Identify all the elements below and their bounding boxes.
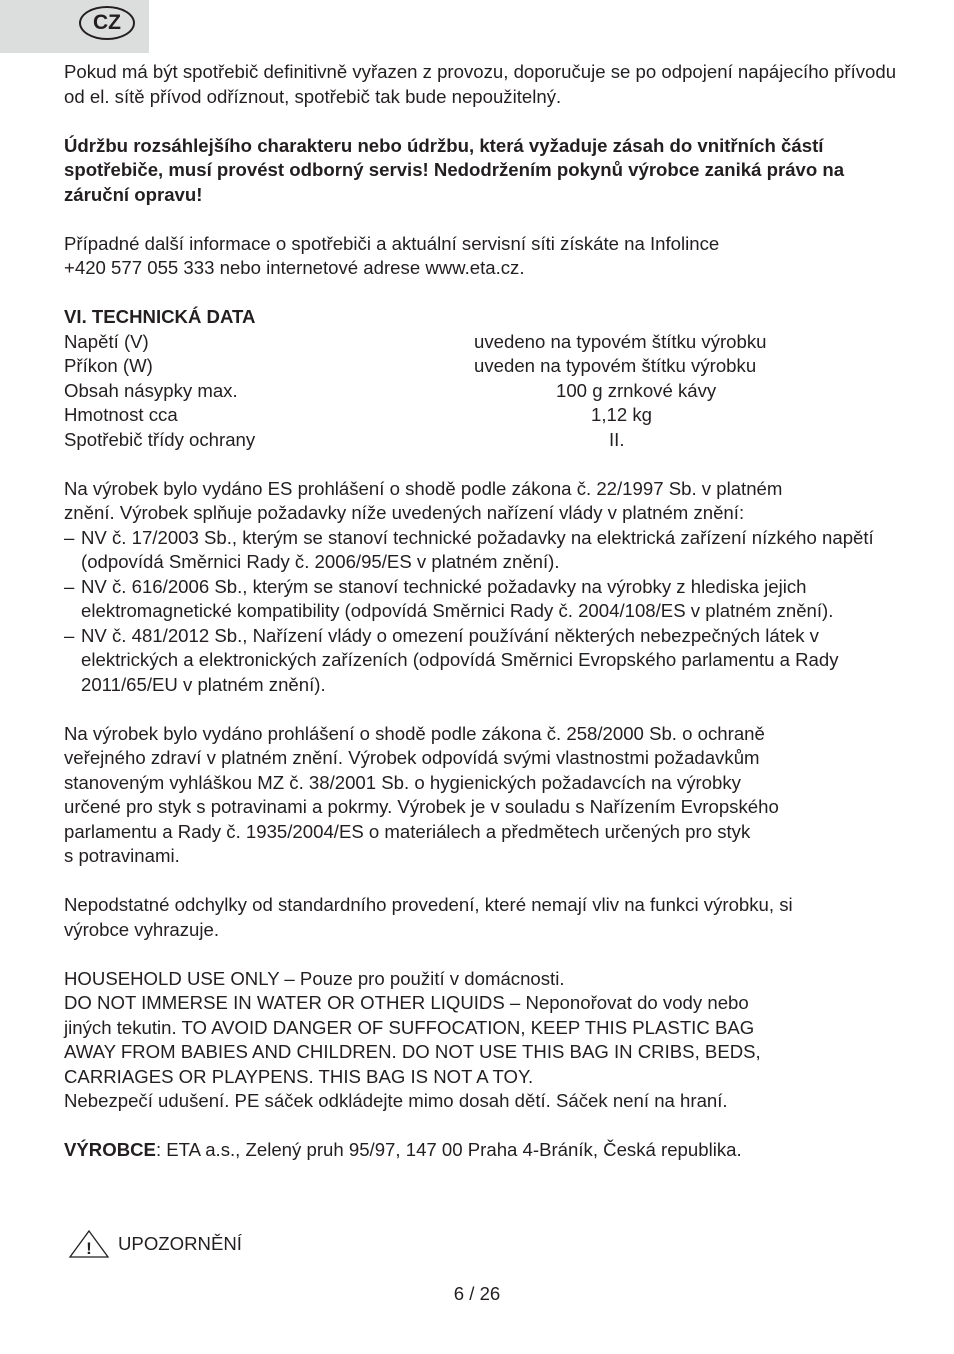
declaration-section <box>64 477 904 698</box>
tech-label: Spotřebič třídy ochrany <box>64 428 256 450</box>
household-line: AWAY FROM BABIES AND CHILDREN. DO NOT USE THIS BAG IN CRIBS, BEDS, <box>64 1041 761 1062</box>
dash-bullet: – <box>64 624 75 646</box>
document-body <box>64 60 904 1187</box>
page-separator: / <box>464 1283 480 1304</box>
svg-text:!: ! <box>86 1239 92 1258</box>
health-line: veřejného zdraví v platném znění. Výrobek odpovídá svými vlastnostmi požadavkům <box>64 747 760 768</box>
regulation-text: NV č. 481/2012 Sb., Nařízení vlády o omezení používání některých nebezpečných látek v elektrických a elektronických zařízeních (odpovídá Směrnici Evropského parlamentu a Rady 2011/65/EU v platném znění). <box>81 624 839 695</box>
tech-row <box>64 379 904 404</box>
household-line: DO NOT IMMERSE IN WATER OR OTHER LIQUIDS – Neponořovat do vody nebo <box>64 992 749 1013</box>
disposal-paragraph: Pokud má být spotřebič definitivně vyřazen z provozu, doporučuje se po odpojení napájecího přívodu od el. sítě přívod odříznout, spotřebič tak bude nepoužitelný. <box>64 61 897 107</box>
tech-row <box>64 354 904 379</box>
dash-bullet: – <box>64 575 75 597</box>
tech-value: II. <box>609 428 625 450</box>
deviations-line-1: Nepodstatné odchylky od standardního provedení, které nemají vliv na funkci výrobku, si <box>64 894 793 915</box>
tech-row <box>64 403 904 428</box>
health-line: určené pro styk s potravinami a pokrmy. Výrobek je v souladu s Nařízením Evropského <box>64 796 779 817</box>
household-line: CARRIAGES OR PLAYPENS. THIS BAG IS NOT A TOY. <box>64 1065 534 1087</box>
manufacturer-label: VÝROBCE <box>64 1139 156 1160</box>
total-pages: 26 <box>479 1283 501 1304</box>
regulation-item <box>64 526 904 575</box>
tech-label: Obsah násypky max. <box>64 379 238 401</box>
tech-value: uveden na typovém štítku výrobku <box>474 355 757 376</box>
warning-notice <box>68 1229 242 1259</box>
deviations-line-2: výrobce vyhrazuje. <box>64 918 220 940</box>
tech-value: 1,12 kg <box>591 404 652 425</box>
tech-value: 100 g zrnkové kávy <box>556 379 717 401</box>
health-line: parlamentu a Rady č. 1935/2004/ES o materiálech a předmětech určených pro styk <box>64 820 751 842</box>
health-line: stanoveným vyhláškou MZ č. 38/2001 Sb. o hygienických požadavcích na výrobky <box>64 771 741 793</box>
health-declaration-paragraph <box>64 722 904 869</box>
current-page: 6 <box>453 1283 465 1304</box>
tech-label: Hmotnost cca <box>64 404 178 425</box>
warning-triangle-icon <box>68 1229 110 1259</box>
info-line-1: Případné další informace o spotřebiči a aktuální servisní síti získáte na Infolince <box>64 232 720 254</box>
health-line: s potravinami. <box>64 845 180 866</box>
dash-bullet: – <box>64 526 75 548</box>
regulation-text: NV č. 17/2003 Sb., kterým se stanoví technické požadavky na elektrická zařízení nízkého napětí (odpovídá Směrnici Rady č. 2006/95/ES v platném znění). <box>81 526 874 572</box>
regulation-text: NV č. 616/2006 Sb., kterým se stanoví technické požadavky na výrobky z hlediska jejich elektromagnetické kompatibility (odpovídá Směrnici Rady č. 2004/108/ES v platném znění). <box>81 575 834 621</box>
technical-data-section <box>64 305 904 452</box>
language-badge: CZ <box>79 6 135 40</box>
warning-label: UPOZORNĚNÍ <box>118 1233 242 1254</box>
service-warning-paragraph: Údržbu rozsáhlejšího charakteru nebo údržbu, která vyžaduje zásah do vnitřních částí spotřebiče, musí provést odborný servis! Nedodržením pokynů výrobce zaniká právo na záruční opravu! <box>64 134 845 205</box>
manufacturer-text: : ETA a.s., Zelený pruh 95/97, 147 00 Praha 4-Bráník, Česká republika. <box>155 1139 742 1160</box>
language-tab <box>0 0 149 53</box>
deviations-paragraph <box>64 893 904 942</box>
info-line-2: +420 577 055 333 nebo internetové adrese www.eta.cz. <box>64 257 525 278</box>
household-line: jiných tekutin. TO AVOID DANGER OF SUFFOCATION, KEEP THIS PLASTIC BAG <box>64 1016 755 1038</box>
tech-label: Příkon (W) <box>64 355 153 376</box>
regulation-list <box>64 526 904 698</box>
household-paragraph <box>64 967 904 1114</box>
declaration-intro-line-1: Na výrobek bylo vydáno ES prohlášení o shodě podle zákona č. 22/1997 Sb. v platném <box>64 477 783 499</box>
manufacturer-paragraph <box>64 1138 904 1163</box>
declaration-intro-line-2: znění. Výrobek splňuje požadavky níže uvedených nařízení vlády v platném znění: <box>64 502 745 523</box>
page-number <box>0 1283 954 1305</box>
tech-row <box>64 428 904 453</box>
household-line: Nebezpečí udušení. PE sáček odkládejte mimo dosah dětí. Sáček není na hraní. <box>64 1090 728 1111</box>
tech-label: Napětí (V) <box>64 330 149 352</box>
tech-value: uvedeno na typovém štítku výrobku <box>474 330 767 352</box>
technical-data-title: VI. TECHNICKÁ DATA <box>64 306 256 327</box>
household-line: HOUSEHOLD USE ONLY – Pouze pro použití v domácnosti. <box>64 967 565 989</box>
regulation-item <box>64 624 904 698</box>
regulation-item <box>64 575 904 624</box>
health-line: Na výrobek bylo vydáno prohlášení o shodě podle zákona č. 258/2000 Sb. o ochraně <box>64 722 765 744</box>
info-paragraph <box>64 232 904 281</box>
tech-row <box>64 330 904 355</box>
